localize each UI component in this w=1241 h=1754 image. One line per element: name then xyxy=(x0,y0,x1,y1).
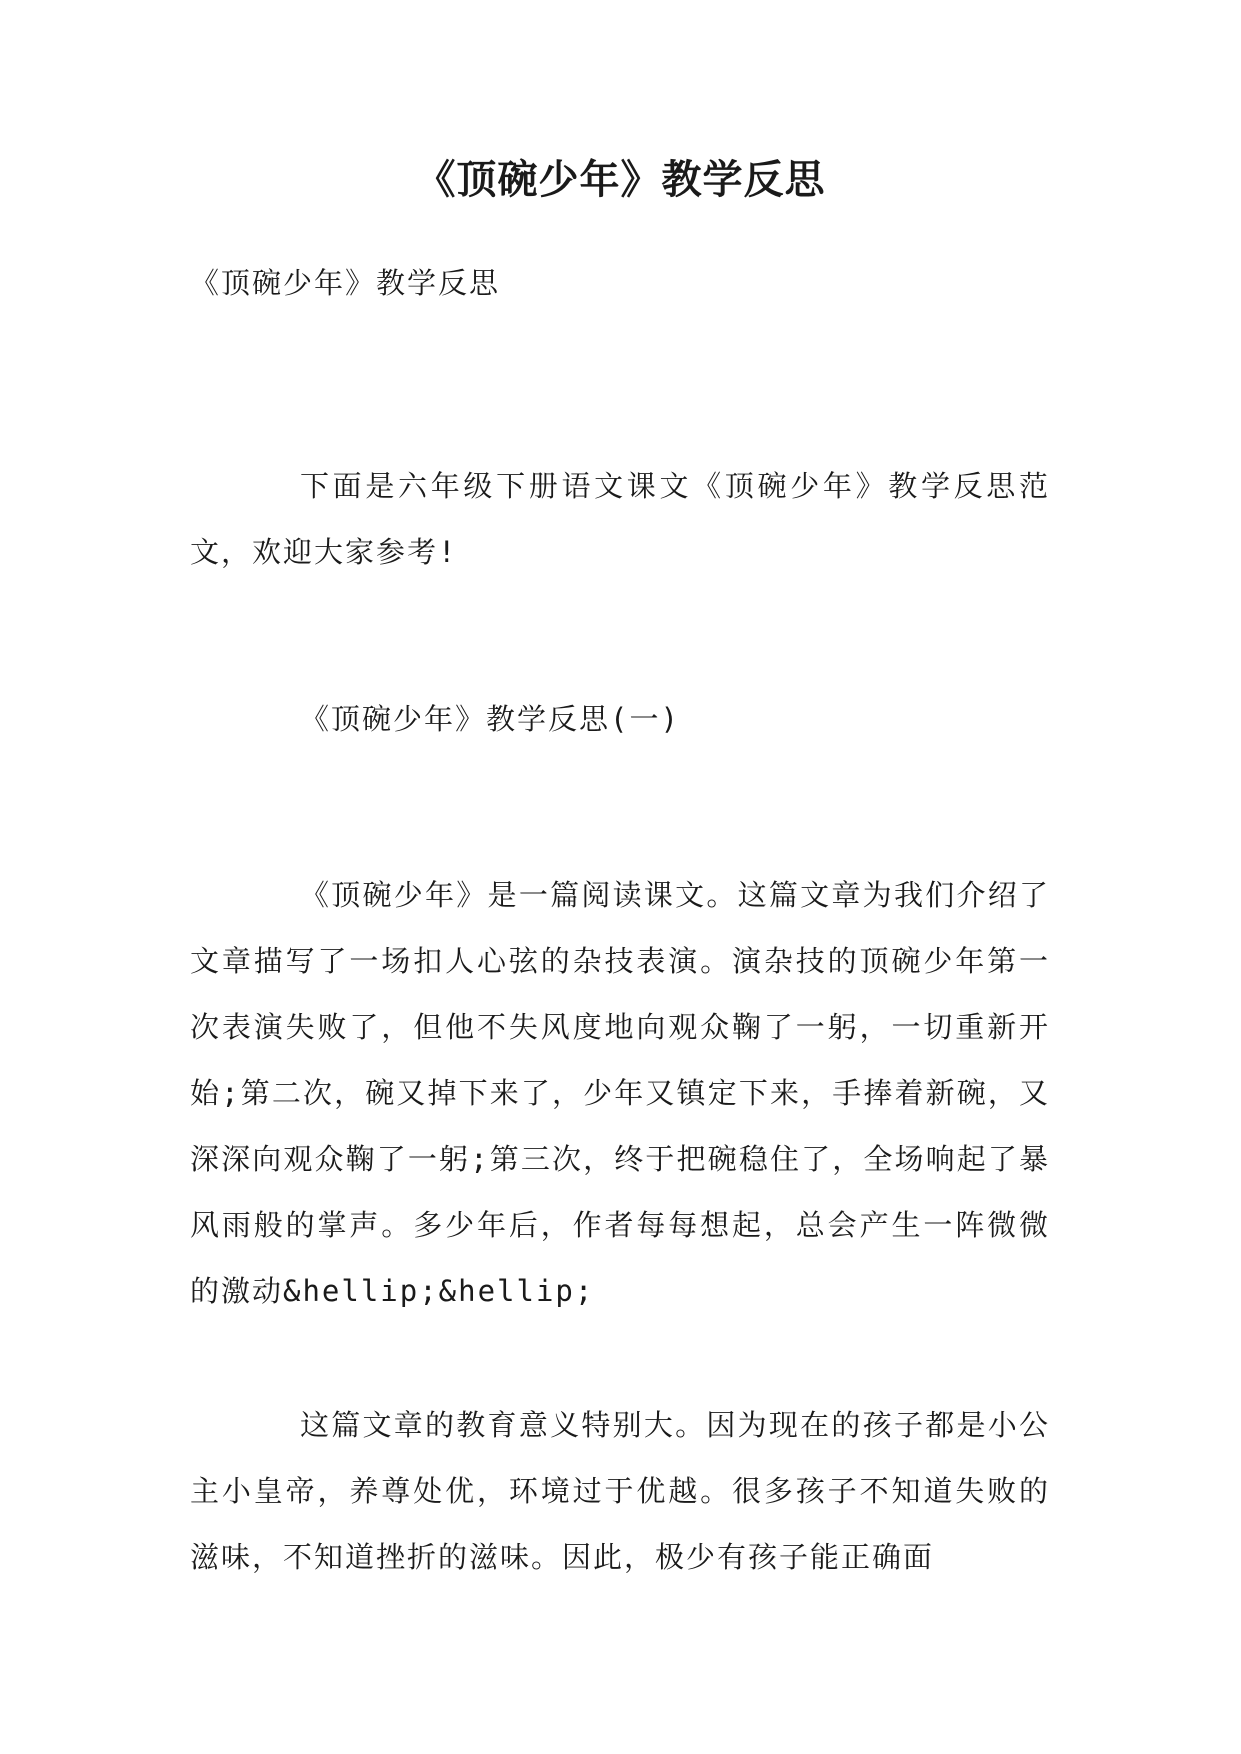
body-paragraph-1: 《顶碗少年》是一篇阅读课文。这篇文章为我们介绍了文章描写了一场扣人心弦的杂技表演。演杂技的顶碗少年第一次表演失败了，但他不失风度地向观众鞠了一躬，一切重新开始;第二次，碗又掉下来了，少年又镇定下来，手捧着新碗，又深深向观众鞠了一躬;第三次，终于把碗稳住了，全场响起了暴风雨般的掌声。多少年后，作者每每想起，总会产生一阵微微的激动&hellip;&hellip; xyxy=(190,878,1050,1308)
body-paragraph-2: 这篇文章的教育意义特别大。因为现在的孩子都是小公主小皇帝，养尊处优，环境过于优越。很多孩子不知道失败的滋味，不知道挫折的滋味。因此，极少有孩子能正确面 xyxy=(190,1408,1050,1574)
intro-paragraph: 下面是六年级下册语文课文《顶碗少年》教学反思范文，欢迎大家参考! xyxy=(190,469,1050,569)
document-subtitle: 《顶碗少年》教学反思 xyxy=(190,266,501,300)
section-heading: 《顶碗少年》教学反思(一) xyxy=(300,702,680,736)
document-title: 《顶碗少年》教学反思 xyxy=(415,157,826,203)
